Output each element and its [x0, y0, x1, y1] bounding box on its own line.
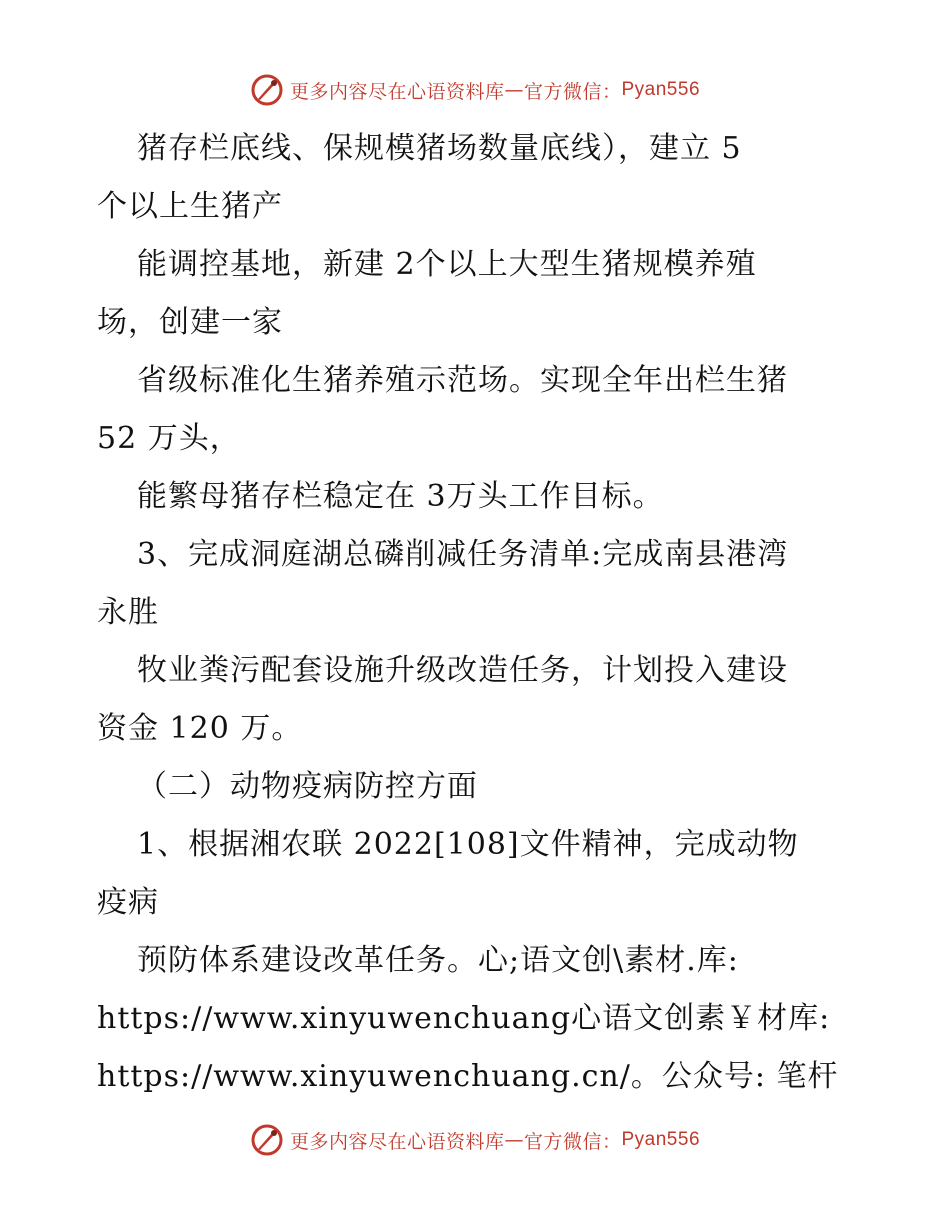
- text-line: 个以上生猪产: [97, 189, 283, 224]
- text-line: 预防体系建设改革任务。心;语文创\素材.库:: [137, 943, 739, 978]
- banner-wechat-label: 官方微信：: [523, 1130, 622, 1153]
- quill-logo-icon: [250, 1123, 284, 1157]
- banner-wechat-id: Pyan556: [621, 1129, 701, 1150]
- text-line: 永胜: [97, 595, 159, 630]
- text-line: 牧业粪污配套设施升级改造任务，计划投入建设: [137, 653, 788, 688]
- text-line: 52 万头，: [97, 421, 241, 456]
- text-line: 场，创建一家: [97, 305, 283, 340]
- banner-wechat-label: 官方微信：: [523, 80, 622, 103]
- text-line: 1、根据湘农联 2022[108]文件精神，完成动物: [137, 827, 799, 862]
- header-watermark-banner: [0, 70, 950, 110]
- text-line: 资金 120 万。: [97, 711, 303, 746]
- banner-separator: —: [504, 79, 524, 101]
- banner-wechat-id: Pyan556: [621, 79, 701, 100]
- text-line: 能调控基地，新建 2个以上大型生猪规模养殖: [137, 247, 757, 282]
- banner-tagline: 更多内容尽在心语资料库: [289, 1130, 505, 1153]
- text-line: （二）动物疫病防控方面: [137, 769, 478, 804]
- banner-tagline: 更多内容尽在心语资料库: [289, 80, 505, 103]
- text-line: 3、完成洞庭湖总磷削减任务清单:完成南县港湾: [137, 537, 789, 572]
- text-line: 省级标准化生猪养殖示范场。实现全年出栏生猪: [137, 363, 788, 398]
- text-line: 猪存栏底线、保规模猪场数量底线），建立 5: [137, 131, 742, 166]
- banner-separator: —: [504, 1129, 524, 1151]
- text-line: https://www.xinyuwenchuang.cn/。公众号: 笔杆: [97, 1059, 839, 1094]
- document-body: [97, 120, 857, 1106]
- text-line: 疫病: [97, 885, 159, 920]
- footer-watermark-banner: [0, 1120, 950, 1160]
- quill-logo-icon: [250, 73, 284, 107]
- text-line: https://www.xinyuwenchuang心语文创素￥材库:: [97, 1001, 831, 1036]
- text-line: 能繁母猪存栏稳定在 3万头工作目标。: [137, 479, 664, 514]
